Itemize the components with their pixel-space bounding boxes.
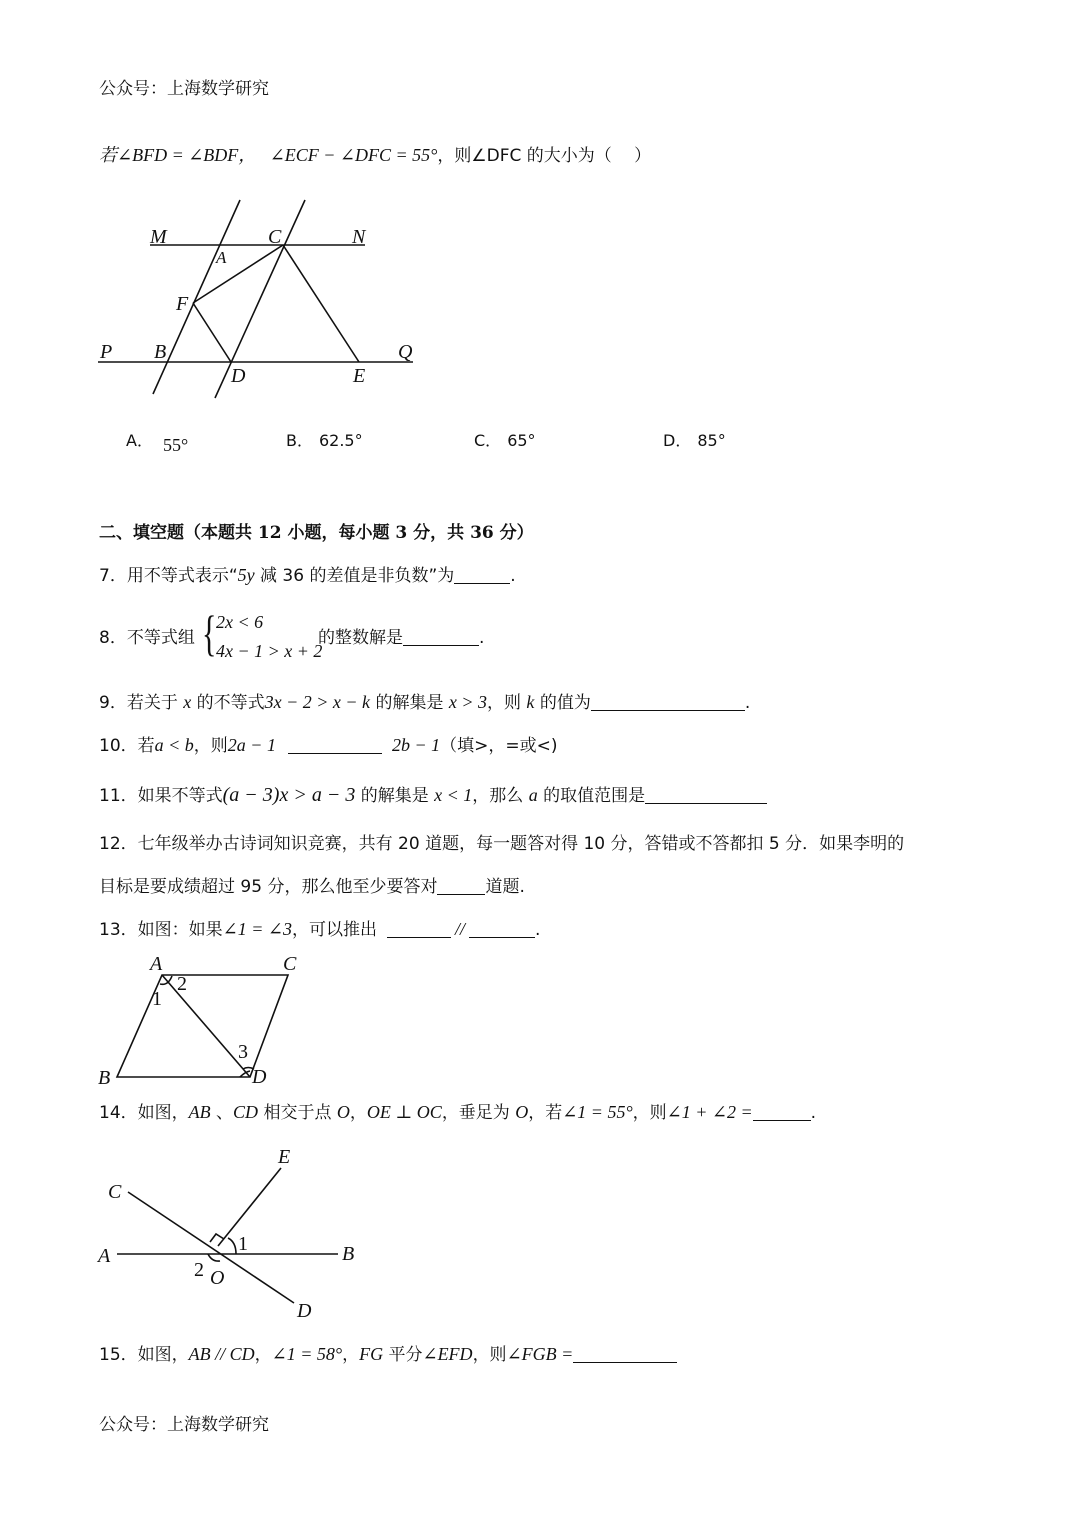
q9-text-e: 的值为 [534,693,591,713]
q14-label-B: B [342,1243,355,1265]
q14-text-d: ，垂足为 [441,1103,516,1123]
q9-text-b: 的不等式 [191,693,265,713]
q6-option-b-value: 62.5° [318,431,363,450]
q14-o: O [336,1102,350,1122]
q7-text-a: 7．用不等式表示“ [99,566,238,586]
q14-text-b: 相交于点 [258,1103,337,1123]
q6-stem-b: ∠ECF − ∠DFC = 55° [269,145,438,165]
section2-title: 二、填空题（本题共 12 小题，每小题 3 分，共 36 分） [99,523,534,543]
q7-end: . [510,566,516,586]
q6-option-c-letter: C． [474,431,502,450]
q13-cond: ∠1 = ∠3 [222,919,292,939]
q15-cond: ∠1 = 58° [271,1344,343,1364]
q10-cond: a < b [154,735,194,755]
q6-label-D: D [231,365,246,387]
q6-label-B: B [154,341,167,363]
q15-ask: ∠FGB = [506,1344,574,1364]
q6-option-d-value: 85° [697,431,726,450]
q9-ineq: 3x − 2 > x − k [264,692,371,712]
q6-label-Q: Q [398,341,413,363]
q6-stem-c: ，则∠DFC 的大小为（ ） [437,146,652,166]
q9-end: . [744,693,751,713]
q13-text-a: 13．如图：如果 [99,920,223,940]
q15-text-b: ， [254,1345,272,1365]
q8-text-b: 的整数解是 [318,628,403,648]
q9-text-a: 9．若关于 [99,693,184,713]
q14-label-D: D [297,1300,312,1322]
q15-efd: ∠EFD [422,1344,473,1364]
q13-end: . [534,920,541,940]
q14-label-E: E [278,1146,291,1168]
q13-label-A: A [150,953,163,975]
q11-text-c: ，那么 [472,786,529,806]
q15-text-a: 15．如图， [99,1345,189,1365]
q14-label-O: O [210,1267,225,1289]
q11-ineq: (a − 3)x > a − 3 [222,784,356,806]
q11-sol: x < 1 [434,785,473,805]
q15 [99,1343,677,1366]
q14-perp: OE ⊥ OC [366,1102,442,1122]
q13-parallel: // [454,919,465,939]
q14-text-f: ，则 [632,1103,667,1123]
q11-text-a: 11．如果不等式 [99,786,223,806]
q10-right: 2b − 1 [391,735,441,755]
q10-text-c: （填>，=或<) [440,736,558,756]
q6-option-b-letter: B． [286,431,313,450]
q13-label-2: 2 [177,973,187,995]
q6-label-A: A [216,248,227,267]
q13-label-D: D [252,1066,267,1088]
q13-text-b: ，可以推出 [291,920,377,940]
q12-line2-b: 道题. [485,877,525,897]
q7-expr: 5y [237,565,255,585]
q14-ask: ∠1 + ∠2 = [666,1102,753,1122]
q8-ineq2: 4x − 1 > x + 2 [216,641,323,661]
q14-ab: AB [188,1102,211,1122]
q6-option-c-value: 65° [507,431,536,450]
q6-label-E: E [353,365,366,387]
q12-line2-a: 目标是要成绩超过 95 分，那么他至少要答对 [99,877,438,897]
q14-text-e: ，若 [528,1103,563,1123]
footer-source: 公众号：上海数学研究 [99,1415,269,1435]
q15-answer-blank[interactable] [573,1344,677,1363]
q9-x: x [183,692,192,712]
q12-line1: 12．七年级举办古诗词知识竞赛，共有 20 道题，每一题答对得 10 分，答错或不答都扣 5 分．如果李明的 [99,834,905,854]
q15-text-d: 平分 [383,1345,423,1365]
q8-text-a: 8．不等式组 [99,628,195,648]
q14-text-a: 14．如图， [99,1103,189,1123]
q14-o2: O [515,1102,529,1122]
q15-fg: FG [359,1344,384,1364]
q9-text-d: ，则 [487,693,527,713]
q15-text-c: ， [342,1345,360,1365]
q13-label-C: C [283,953,297,975]
q9-k: k [526,692,535,712]
q14-cd: CD [233,1102,259,1122]
q6-label-M: M [150,226,167,248]
q6-label-F: F [176,293,189,315]
q13-label-3: 3 [238,1041,248,1063]
q6-stem-a: 若∠BFD = ∠BDF， [99,145,257,165]
q15-text-e: ，则 [472,1345,507,1365]
q11-text-b: 的解集是 [355,786,435,806]
q14-label-2: 2 [194,1259,204,1281]
q13-label-B: B [98,1067,111,1089]
q14-label-C: C [108,1181,122,1203]
q8-ineq1: 2x < 6 [216,612,264,632]
q7-text-b: 减 36 的差值是非负数”为 [254,566,455,586]
q13-label-1: 1 [152,988,162,1010]
q8-end: . [479,628,485,648]
q6-label-P: P [100,341,113,363]
q6-label-C: C [268,226,282,248]
q6-option-d-letter: D． [663,431,692,450]
q14-label-A: A [98,1245,111,1267]
q14-cond: ∠1 = 55° [562,1102,633,1122]
q10-text-a: 10．若 [99,736,155,756]
q6-option-a-letter: A． [126,431,153,450]
q6-label-N: N [352,226,366,248]
q15-par: AB // CD [188,1344,255,1364]
q6-option-a-value: 55° [162,435,189,455]
q14-label-1: 1 [238,1233,248,1255]
q11-a: a [528,785,538,805]
q9-sol: x > 3 [448,692,488,712]
header-source: 公众号：上海数学研究 [99,79,269,99]
q9-text-c: 的解集是 [370,693,449,713]
q14-text-c: ， [349,1103,367,1123]
q10-text-b: ，则 [193,736,228,756]
q14-end: . [810,1103,817,1123]
q8-brace: { [202,605,217,661]
q11-text-d: 的取值范围是 [537,786,646,806]
q14-sep: 、 [210,1103,234,1123]
q10-left: 2a − 1 [227,735,276,755]
